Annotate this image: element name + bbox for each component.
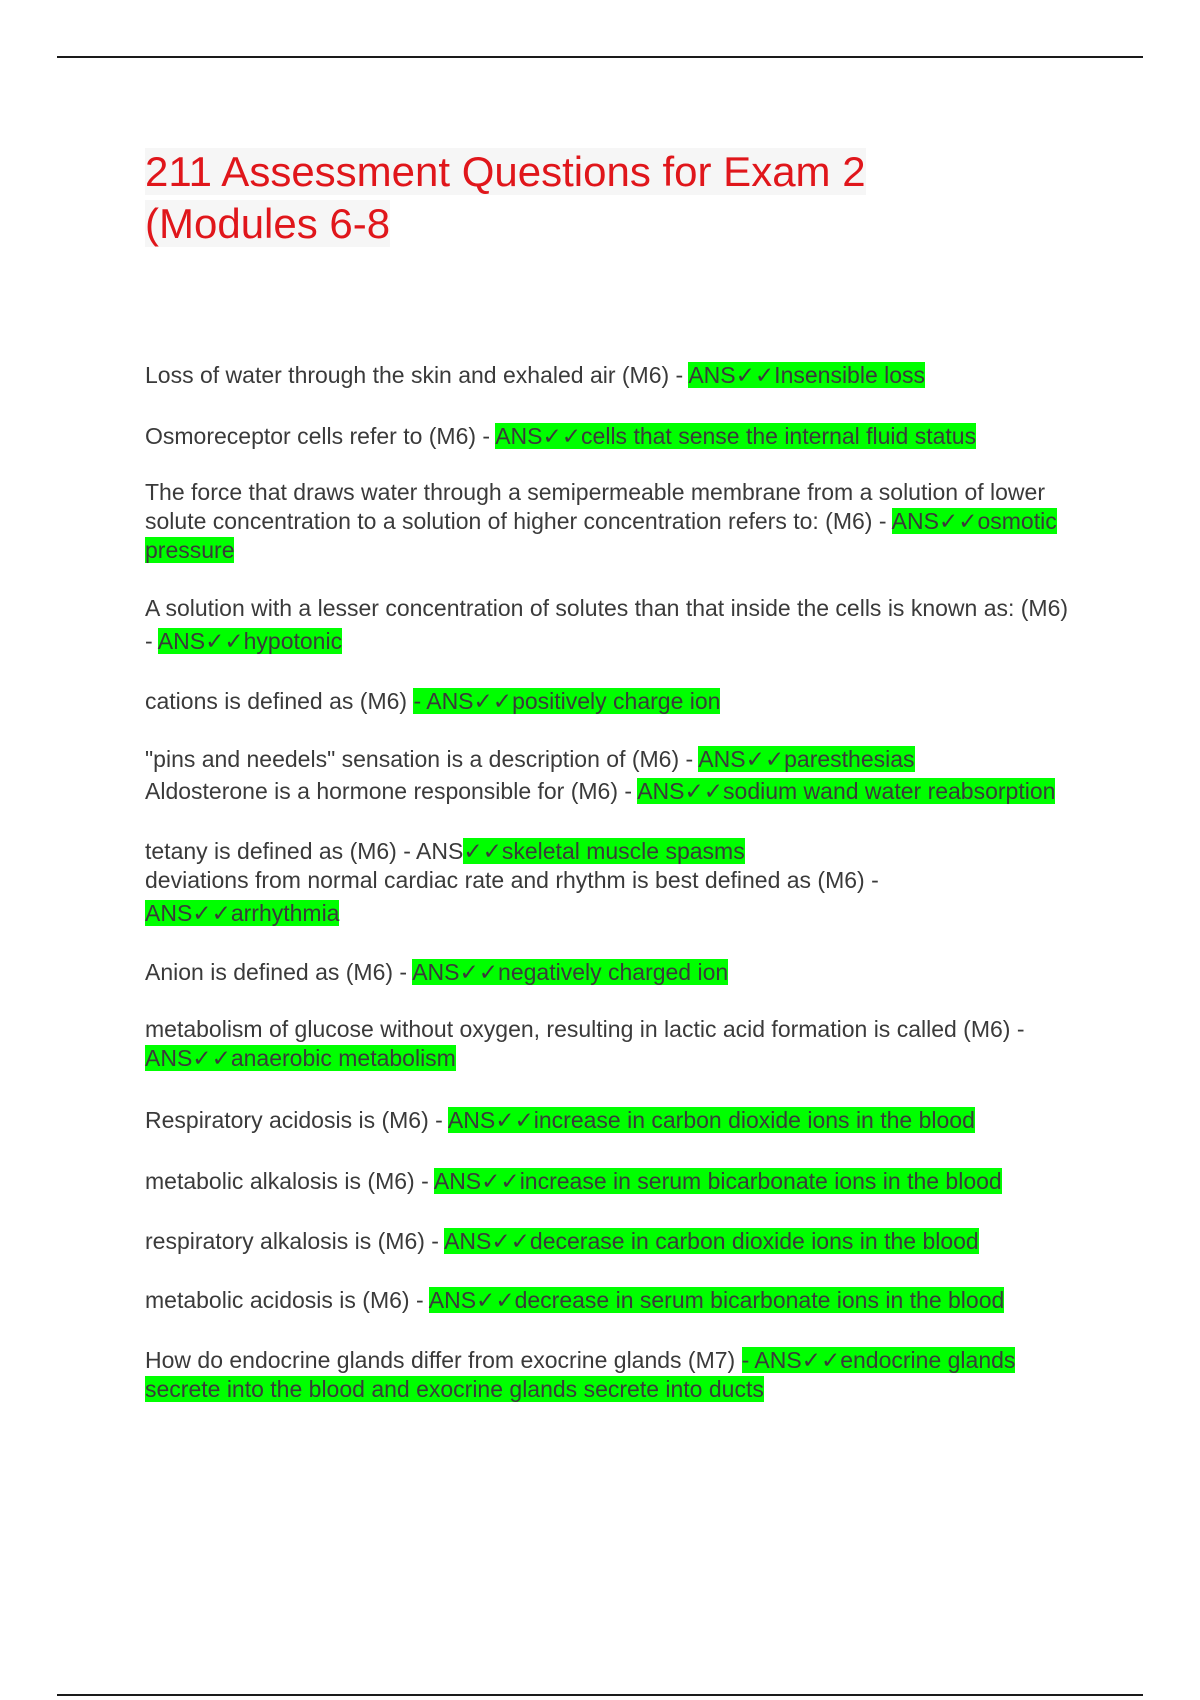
answer-highlight: - ANS✓✓positively charge ion	[413, 688, 721, 714]
answer-highlight: ANS✓✓cells that sense the internal fluid status	[495, 423, 977, 449]
question-text: Aldosterone is a hormone responsible for (M6) -	[145, 778, 638, 804]
answer-highlight: ANS✓✓hypotonic	[157, 628, 343, 654]
answer-highlight: ANS✓✓increase in serum bicarbonate ions in the blood	[433, 1168, 1002, 1194]
answer-highlight: ANS✓✓anaerobic metabolism	[145, 1045, 456, 1071]
top-rule	[57, 56, 1143, 58]
question-text: A solution with a lesser concentration of solutes than that inside the cells is known as: (M6) -	[145, 595, 1069, 654]
question-text: metabolic alkalosis is (M6) -	[145, 1168, 434, 1194]
answer-highlight: - ANS✓✓endocrine glands secrete into the blood and exocrine glands secrete into ducts	[145, 1347, 1016, 1402]
bottom-rule	[57, 1694, 1143, 1696]
question-text: deviations from normal cardiac rate and rhythm is best defined as (M6) -	[145, 867, 879, 893]
qa-item-respiratory-acidosis	[145, 1106, 1075, 1135]
question-text: Respiratory acidosis is (M6) -	[145, 1107, 448, 1133]
document-title: 211 Assessment Questions for Exam 2 (Modules 6-8	[145, 148, 866, 247]
question-text: respiratory alkalosis is (M6) -	[145, 1228, 445, 1254]
question-text: Loss of water through the skin and exhaled air (M6) -	[145, 362, 689, 388]
answer-highlight: ANS✓✓negatively charged ion	[412, 959, 729, 985]
qa-item-hypotonic	[145, 592, 1075, 658]
qa-item-tetany	[145, 837, 1075, 866]
question-text: cations is defined as (M6)	[145, 688, 414, 714]
qa-item-anaerobic-metabolism	[145, 1015, 1075, 1073]
qa-item-insensible-loss	[145, 361, 1075, 390]
answer-highlight: ANS✓✓sodium wand water reabsorption	[637, 778, 1056, 804]
question-text: metabolism of glucose without oxygen, resulting in lactic acid formation is called (M6) -	[145, 1016, 1025, 1042]
qa-item-aldosterone	[145, 777, 1075, 806]
question-text: How do endocrine glands differ from exocrine glands (M7)	[145, 1347, 742, 1373]
qa-item-endocrine-glands	[145, 1346, 1075, 1404]
answer-highlight: ANS✓✓increase in carbon dioxide ions in the blood	[447, 1107, 975, 1133]
answer-highlight: ANS✓✓arrhythmia	[145, 900, 340, 926]
answer-highlight: ANS✓✓Insensible loss	[688, 362, 926, 388]
question-text: Anion is defined as (M6) -	[145, 959, 413, 985]
answer-highlight: ANS✓✓paresthesias	[698, 746, 915, 772]
qa-item-osmoreceptor	[145, 422, 1075, 451]
question-text: "pins and needels" sensation is a description of (M6) -	[145, 746, 699, 772]
qa-item-cations	[145, 687, 1075, 716]
answer-highlight: ANS✓✓decrease in serum bicarbonate ions in the blood	[428, 1287, 1005, 1313]
qa-item-arrhythmia	[145, 864, 1075, 930]
question-text: Osmoreceptor cells refer to (M6) -	[145, 423, 496, 449]
question-text: The force that draws water through a semipermeable membrane from a solution of lower solute concentration to a solution of higher concentration refers to: (M6) -	[145, 479, 1045, 534]
qa-item-paresthesias	[145, 745, 1075, 774]
question-text: tetany is defined as (M6) - ANS	[145, 838, 464, 864]
qa-item-metabolic-alkalosis	[145, 1167, 1075, 1196]
answer-highlight: ✓✓skeletal muscle spasms	[463, 838, 745, 864]
qa-item-metabolic-acidosis	[145, 1286, 1075, 1315]
qa-item-anion	[145, 958, 1075, 987]
qa-item-osmotic-pressure	[145, 478, 1075, 565]
question-text: metabolic acidosis is (M6) -	[145, 1287, 429, 1313]
answer-highlight: ANS✓✓decerase in carbon dioxide ions in the blood	[444, 1228, 979, 1254]
answer-highlight: ANS✓✓osmotic pressure	[145, 508, 1057, 563]
qa-item-respiratory-alkalosis	[145, 1227, 1075, 1256]
